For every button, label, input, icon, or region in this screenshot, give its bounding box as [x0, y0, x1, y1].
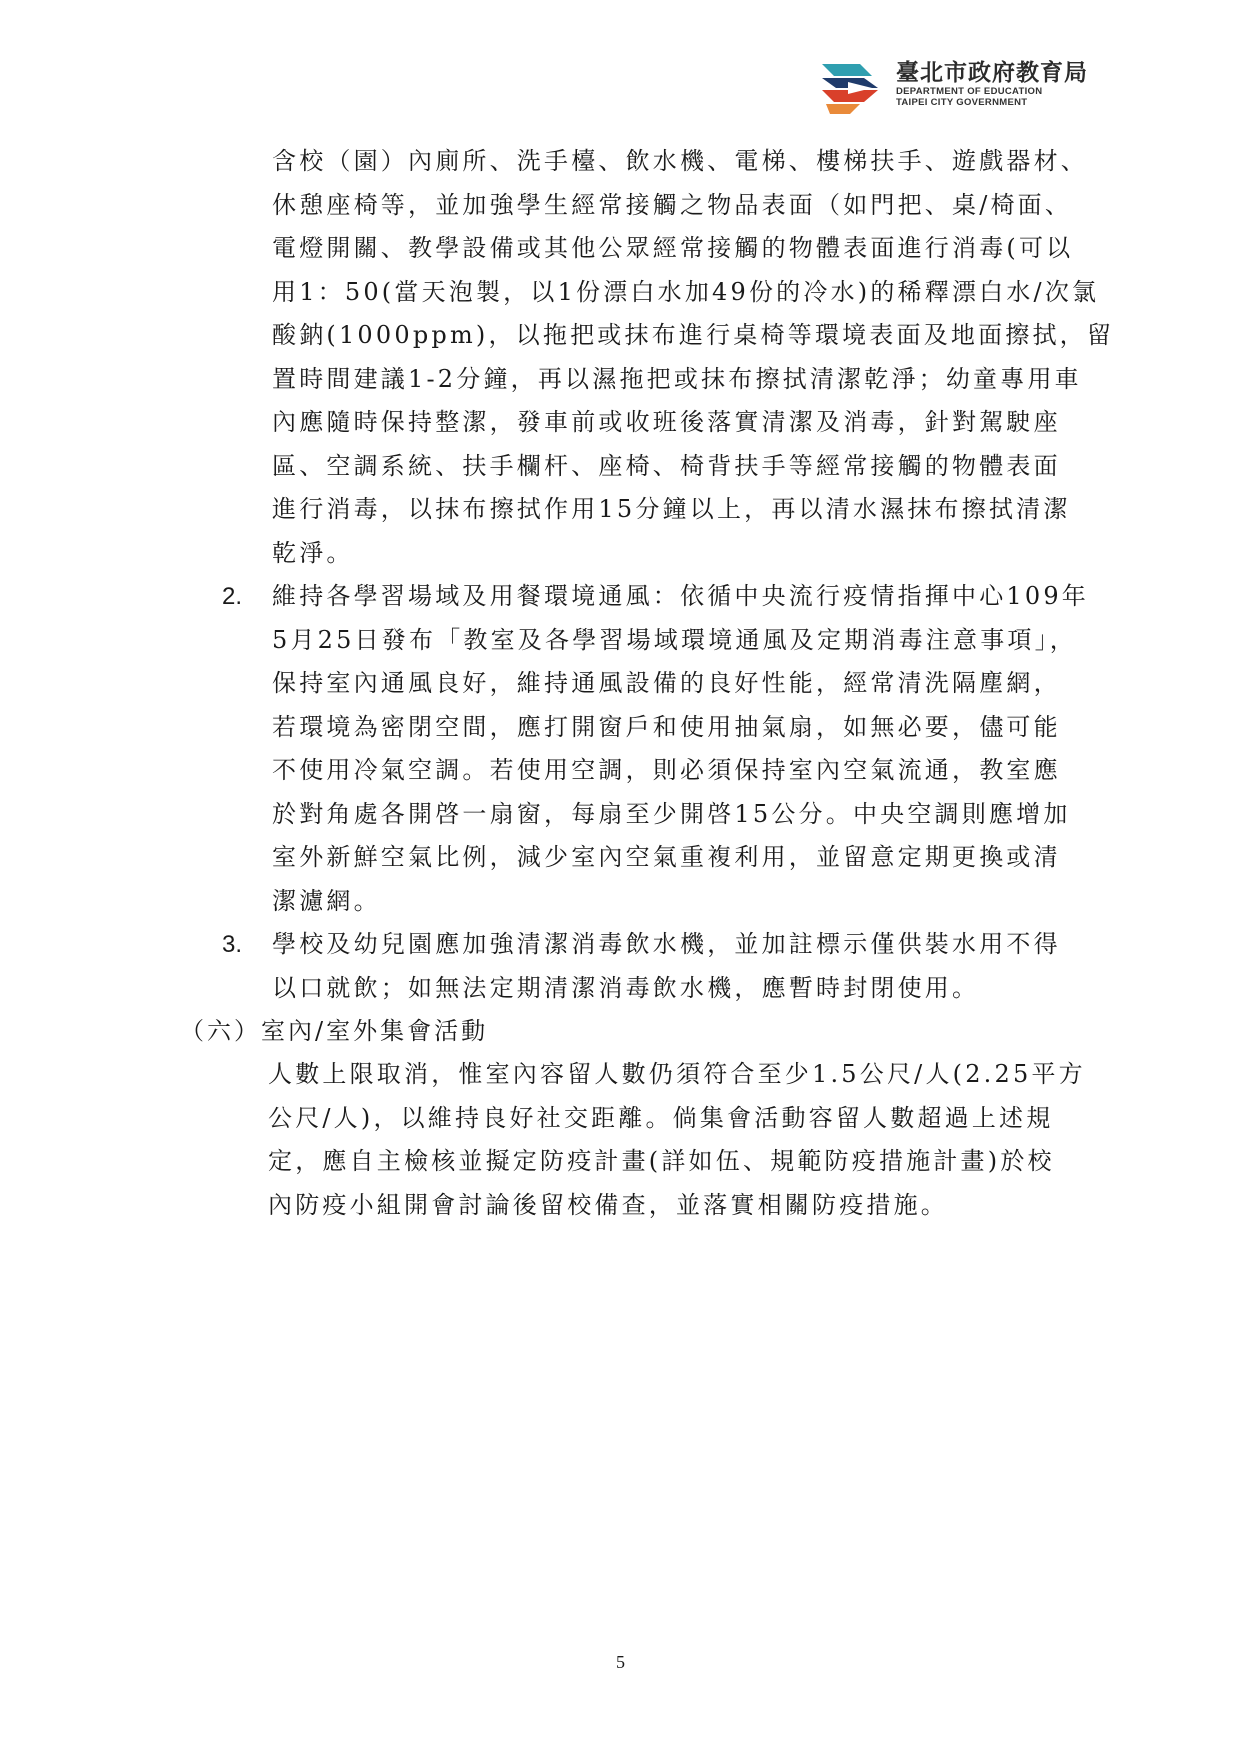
text-line: 置時間建議1-2分鐘，再以濕拖把或抹布擦拭清潔乾淨；幼童專用車 — [272, 364, 1082, 393]
list-number-2: 2. — [222, 583, 243, 610]
text-line: 以口就飲；如無法定期清潔消毒飲水機，應暫時封閉使用。 — [272, 973, 980, 1002]
list-item-2 — [272, 575, 1089, 923]
paragraph-item-1-continued — [272, 140, 1114, 575]
text-line: 保持室內通風良好，維持通風設備的良好性能，經常清洗隔塵網， — [272, 669, 1061, 697]
text-line: 酸鈉(1000ppm)，以拖把或抹布進行桌椅等環境表面及地面擦拭，留 — [272, 321, 1115, 349]
text-line: 室外新鮮空氣比例，減少室內空氣重複利用，並留意定期更換或清 — [272, 843, 1061, 871]
text-line: 維持各學習場域及用餐環境通風：依循中央流行疫情指揮中心109年 — [272, 582, 1090, 610]
page-number: 5 — [616, 1652, 625, 1672]
header-logo — [820, 56, 1120, 120]
text-line: 5月25日發布「教室及各學習場域環境通風及定期消毒注意事項」， — [272, 625, 1078, 654]
list-item-3 — [272, 923, 1061, 1010]
text-line: 於對角處各開啓一扇窗，每扇至少開啓15公分。中央空調則應增加 — [272, 799, 1071, 828]
text-line: 若環境為密閉空間，應打開窗戶和使用抽氣扇，如無必要，儘可能 — [272, 712, 1061, 741]
logo-text — [896, 60, 1088, 108]
text-line: 區、空調系統、扶手欄杆、座椅、椅背扶手等經常接觸的物體表面 — [272, 451, 1061, 480]
text-line: 潔濾網。 — [272, 886, 381, 915]
section-heading-6: （六）室內/室外集會活動 — [180, 1017, 489, 1045]
text-line: 進行消毒，以抹布擦拭作用15分鐘以上，再以清水濕抹布擦拭清潔 — [272, 495, 1071, 523]
text-line: 人數上限取消，惟室內容留人數仍須符合至少1.5公尺/人(2.25平方 — [268, 1060, 1086, 1088]
text-line: 定，應自主檢核並擬定防疫計畫(詳如伍、規範防疫措施計畫)於校 — [268, 1147, 1055, 1175]
text-line: 學校及幼兒園應加強清潔消毒飲水機，並加註標示僅供裝水用不得 — [272, 930, 1061, 958]
text-line: 休憩座椅等，並加強學生經常接觸之物品表面（如門把、桌/椅面、 — [272, 190, 1073, 219]
text-line: 含校（園）內廁所、洗手檯、飲水機、電梯、樓梯扶手、遊戲器材、 — [272, 147, 1088, 175]
text-line: 電燈開關、教學設備或其他公眾經常接觸的物體表面進行消毒(可以 — [272, 234, 1074, 262]
logo-english-line-2: TAIPEI CITY GOVERNMENT — [896, 97, 1028, 108]
logo-chinese-name: 臺北市政府教育局 — [896, 60, 1088, 86]
section-6-body — [268, 1053, 1086, 1227]
text-line: 乾淨。 — [272, 538, 354, 567]
text-line: 內應隨時保持整潔，發車前或收班後落實清潔及消毒，針對駕駛座 — [272, 408, 1061, 436]
taipei-education-logo-icon — [820, 56, 884, 120]
list-number-3: 3. — [222, 931, 243, 958]
text-line: 公尺/人)，以維持良好社交距離。倘集會活動容留人數超過上述規 — [268, 1103, 1054, 1132]
text-line: 用1：50(當天泡製，以1份漂白水加49份的冷水)的稀釋漂白水/次氯 — [272, 277, 1100, 306]
logo-english-line-1: DEPARTMENT OF EDUCATION — [896, 86, 1043, 97]
text-line: 不使用冷氣空調。若使用空調，則必須保持室內空氣流通，教室應 — [272, 756, 1061, 784]
text-line: 內防疫小組開會討論後留校備查，並落實相關防疫措施。 — [268, 1190, 948, 1219]
